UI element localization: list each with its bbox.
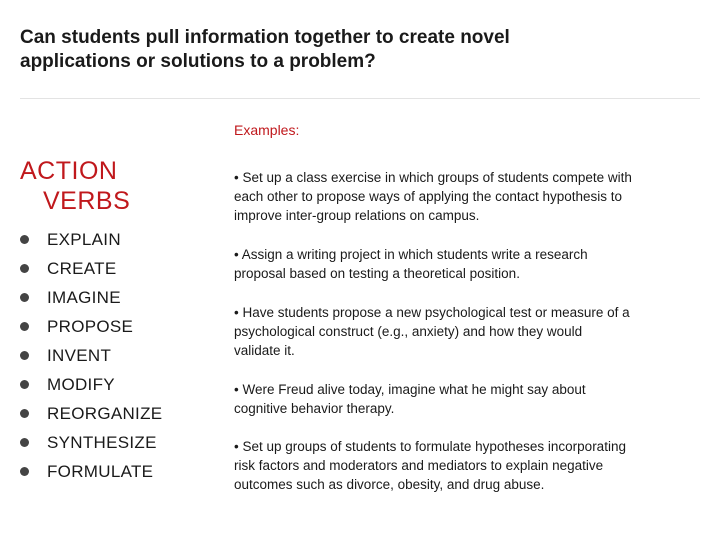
title-line-1: Can students pull information together to create novel <box>20 27 510 48</box>
example-line: outcomes such as divorce, obesity, and drug abuse. <box>234 477 545 492</box>
verb-item <box>20 399 162 428</box>
verb-item <box>20 283 162 312</box>
bullet-icon <box>20 351 29 360</box>
verb-item <box>20 428 162 457</box>
verb-label: INVENT <box>47 345 112 365</box>
bullet-icon <box>20 380 29 389</box>
bullet-icon <box>20 438 29 447</box>
verb-item <box>20 457 162 486</box>
verb-label: MODIFY <box>47 374 115 394</box>
bullet-icon <box>20 467 29 476</box>
example-line: • Set up groups of students to formulate hypotheses incorporating <box>234 439 626 454</box>
example-4 <box>234 380 704 418</box>
example-3 <box>234 303 704 360</box>
bullet-icon <box>20 293 29 302</box>
example-line: • Were Freud alive today, imagine what he might say about <box>234 382 586 397</box>
verb-item <box>20 254 162 283</box>
verb-item <box>20 312 162 341</box>
bullet-icon <box>20 322 29 331</box>
verb-label: EXPLAIN <box>47 229 121 249</box>
verb-label: CREATE <box>47 258 117 278</box>
example-2 <box>234 245 704 283</box>
heading-line-2: VERBS <box>43 187 131 215</box>
example-line: each other to propose ways of applying the contact hypothesis to <box>234 189 622 204</box>
verb-label: IMAGINE <box>47 287 121 307</box>
verb-item <box>20 225 162 254</box>
examples-label: Examples: <box>234 122 300 138</box>
example-line: psychological construct (e.g., anxiety) and how they would <box>234 324 583 339</box>
verb-label: SYNTHESIZE <box>47 432 157 452</box>
example-line: cognitive behavior therapy. <box>234 401 395 416</box>
example-5 <box>234 437 704 494</box>
verb-item <box>20 341 162 370</box>
example-line: • Have students propose a new psychological test or measure of a <box>234 305 630 320</box>
verb-label: PROPOSE <box>47 316 134 336</box>
bullet-icon <box>20 235 29 244</box>
example-line: proposal based on testing a theoretical position. <box>234 266 520 281</box>
title-line-2: applications or solutions to a problem? <box>20 51 376 72</box>
example-line: validate it. <box>234 343 295 358</box>
example-line: risk factors and moderators and mediators to explain negative <box>234 458 604 473</box>
bullet-icon <box>20 264 29 273</box>
verb-item <box>20 370 162 399</box>
verb-label: FORMULATE <box>47 461 154 481</box>
example-line: improve inter-group relations on campus. <box>234 208 480 223</box>
title-divider <box>20 98 700 99</box>
action-verbs-heading <box>20 156 130 216</box>
example-1 <box>234 168 704 225</box>
bullet-icon <box>20 409 29 418</box>
slide-title <box>20 26 700 74</box>
verb-label: REORGANIZE <box>47 403 163 423</box>
example-line: • Assign a writing project in which students write a research <box>234 247 588 262</box>
heading-line-1: ACTION <box>20 157 118 185</box>
action-verb-list <box>20 225 162 486</box>
example-line: • Set up a class exercise in which groups of students compete with <box>234 170 632 185</box>
